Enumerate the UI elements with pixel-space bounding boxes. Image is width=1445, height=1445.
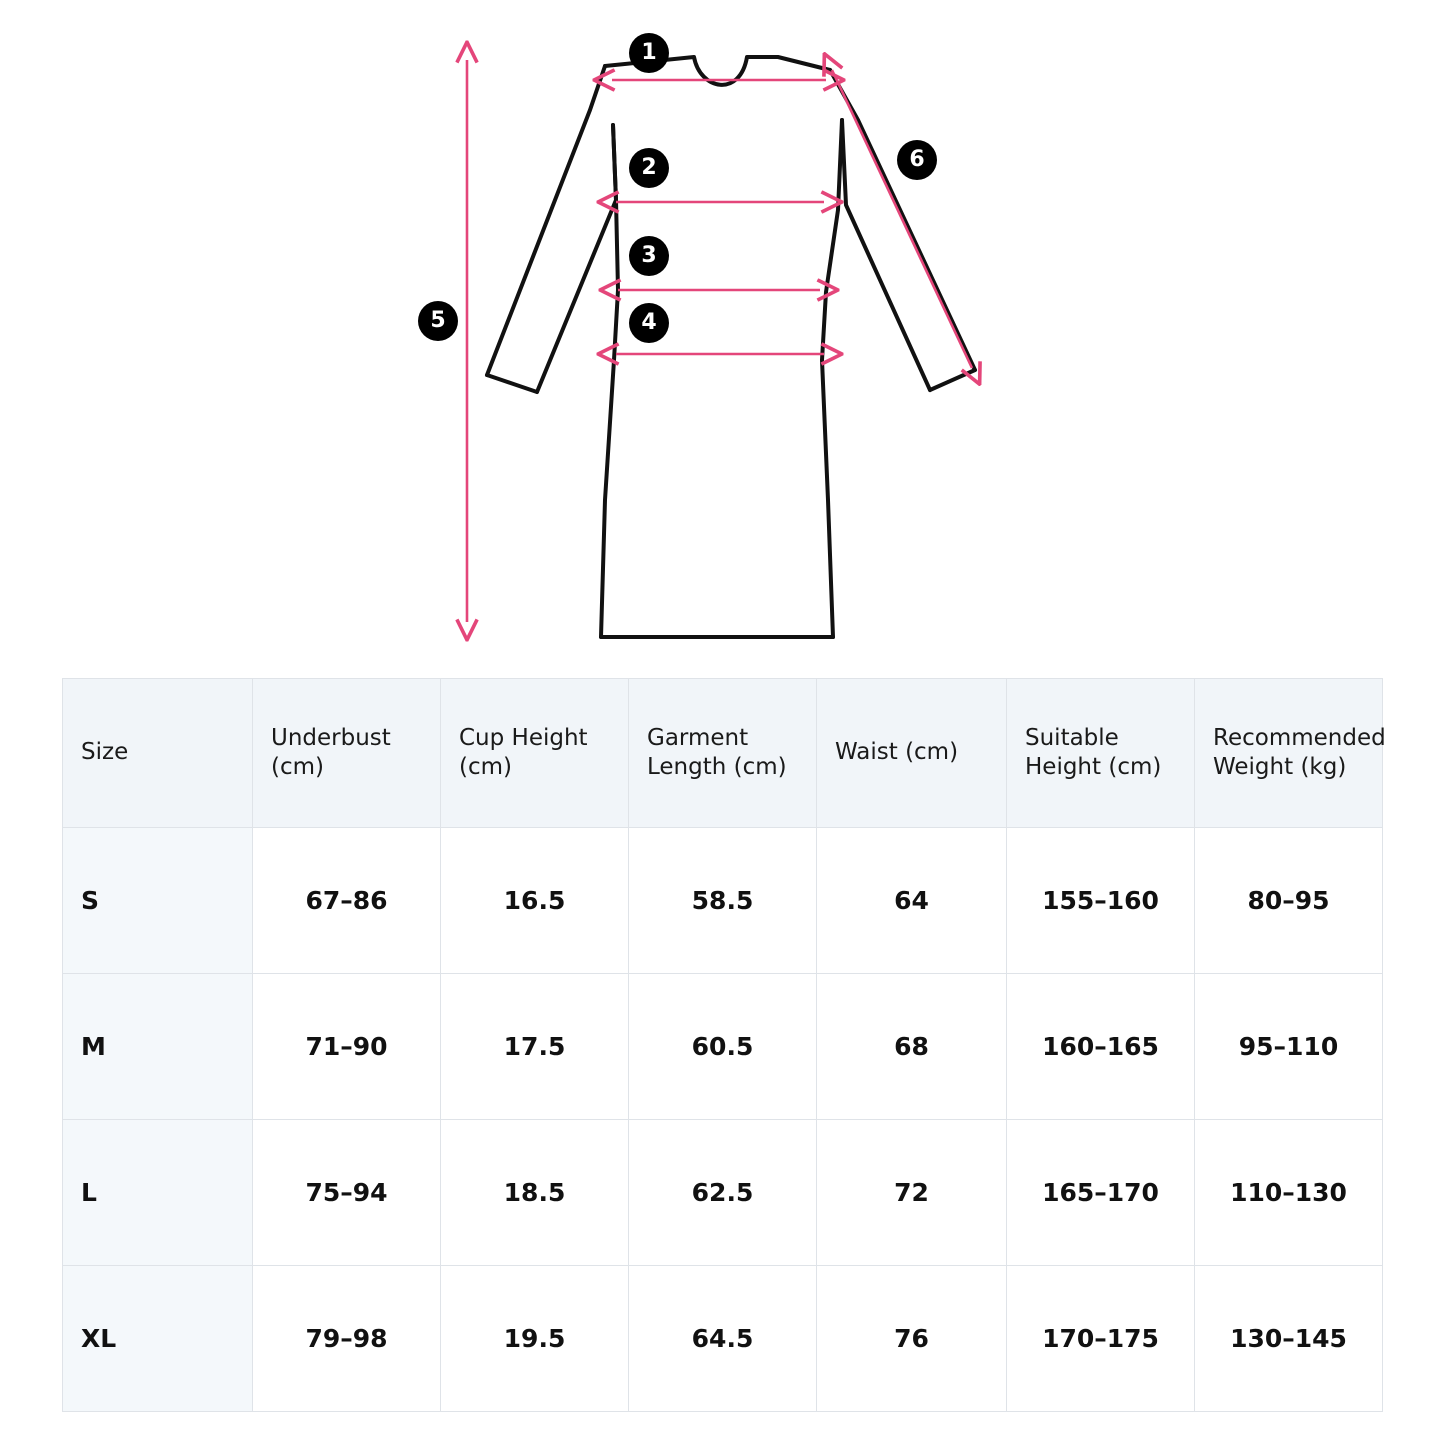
size-table <box>62 678 1386 1412</box>
cell-cup-height: 16.5 <box>441 828 629 974</box>
callout-3-label: 3 <box>641 243 657 268</box>
table-row <box>63 974 1383 1120</box>
table-header <box>63 679 1386 828</box>
table-body <box>63 828 1383 1412</box>
cell-size: XL <box>63 1266 253 1412</box>
cell-cup-height: 18.5 <box>441 1120 629 1266</box>
column-header-size: Size <box>63 679 253 828</box>
cell-recommended-weight: 110–130 <box>1195 1120 1383 1266</box>
callout-4 <box>629 303 669 343</box>
cell-underbust: 79–98 <box>253 1266 441 1412</box>
cell-recommended-weight: 80–95 <box>1195 828 1383 974</box>
table-row <box>63 1120 1383 1266</box>
cell-waist: 76 <box>817 1266 1007 1412</box>
callout-5-label: 5 <box>430 308 446 333</box>
column-header-waist: Waist (cm) <box>817 679 1007 828</box>
cell-suitable-height: 170–175 <box>1007 1266 1195 1412</box>
column-header-cup-height: Cup Height (cm) <box>441 679 629 828</box>
callout-1 <box>629 33 669 73</box>
cell-recommended-weight: 95–110 <box>1195 974 1383 1120</box>
cell-underbust: 67–86 <box>253 828 441 974</box>
cell-underbust: 75–94 <box>253 1120 441 1266</box>
cell-size: M <box>63 974 253 1120</box>
column-header-suitable-height: Suitable Height (cm) <box>1007 679 1195 828</box>
callout-6-label: 6 <box>909 147 925 172</box>
cell-waist: 68 <box>817 974 1007 1120</box>
cell-suitable-height: 165–170 <box>1007 1120 1195 1266</box>
cell-garment-length: 60.5 <box>629 974 817 1120</box>
cell-suitable-height: 155–160 <box>1007 828 1195 974</box>
cell-underbust: 71–90 <box>253 974 441 1120</box>
cell-garment-length: 58.5 <box>629 828 817 974</box>
cell-garment-length: 64.5 <box>629 1266 817 1412</box>
size-table-container <box>62 678 1386 1412</box>
cell-recommended-weight: 130–145 <box>1195 1266 1383 1412</box>
cell-suitable-height: 160–165 <box>1007 974 1195 1120</box>
garment-diagram <box>0 0 1445 680</box>
callout-2-label: 2 <box>641 155 657 180</box>
column-header-underbust: Underbust (cm) <box>253 679 441 828</box>
callout-6 <box>897 140 937 180</box>
cell-waist: 72 <box>817 1120 1007 1266</box>
table-row <box>63 1266 1383 1412</box>
cell-size: S <box>63 828 253 974</box>
callout-1-label: 1 <box>641 40 657 65</box>
cell-waist: 64 <box>817 828 1007 974</box>
callout-5 <box>418 301 458 341</box>
cell-size: L <box>63 1120 253 1266</box>
dress-outline <box>487 57 975 637</box>
table-row <box>63 828 1383 974</box>
dress-illustration <box>0 0 1445 680</box>
callout-4-label: 4 <box>641 310 657 335</box>
column-header-recommended-weight: Recommended Weight (kg) <box>1195 679 1383 828</box>
table-header-row <box>63 679 1383 828</box>
column-header-garment-length: Garment Length (cm) <box>629 679 817 828</box>
callout-2 <box>629 148 669 188</box>
callout-3 <box>629 236 669 276</box>
measurement-arrows <box>467 60 972 622</box>
cell-cup-height: 19.5 <box>441 1266 629 1412</box>
cell-garment-length: 62.5 <box>629 1120 817 1266</box>
cell-cup-height: 17.5 <box>441 974 629 1120</box>
